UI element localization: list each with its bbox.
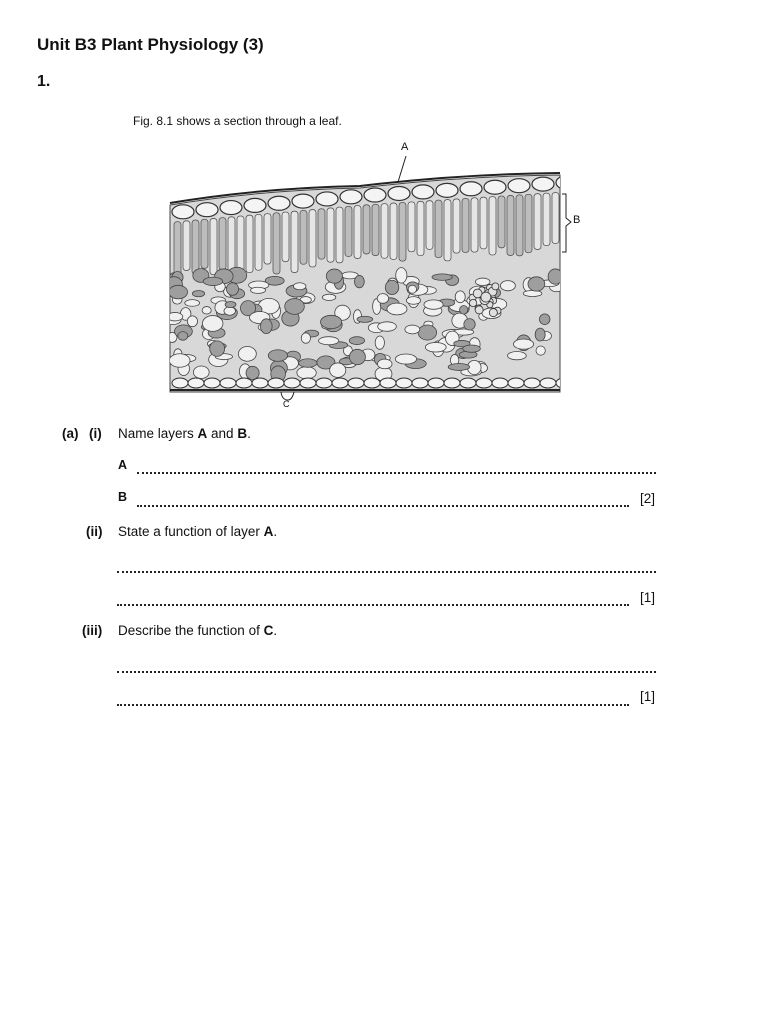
leaf-cell (378, 322, 397, 332)
leaf-cell (375, 336, 384, 349)
leaf-cell (556, 378, 572, 388)
leaf-cell (246, 215, 253, 272)
leaf-cell (435, 200, 442, 258)
leaf-cell (204, 378, 220, 388)
leaf-cell (252, 378, 268, 388)
leaf-cell (377, 294, 388, 304)
leaf-cell (556, 176, 578, 190)
leaf-cell (318, 209, 325, 259)
leaf-cell (513, 339, 533, 349)
leaf-cell (380, 378, 396, 388)
leaf-cell (436, 183, 458, 197)
leaf-cell (201, 219, 208, 268)
leaf-cell (246, 366, 259, 379)
leaf-cell (228, 217, 235, 274)
leaf-cell (364, 378, 380, 388)
leaf-cell (508, 378, 524, 388)
part-a-iii-question: Describe the function of C. (118, 623, 278, 638)
leaf-cell (193, 366, 209, 379)
leaf-cell (364, 188, 386, 202)
leaf-cell (299, 359, 317, 368)
leaf-cell (316, 378, 332, 388)
marks-a-ii: [1] (640, 590, 656, 605)
leaf-cell (464, 319, 475, 330)
leaf-cell (348, 378, 364, 388)
pointer-a (398, 156, 406, 182)
answer-a-label: A (118, 458, 128, 472)
leaf-cell (396, 378, 412, 388)
leaf-cell (471, 198, 478, 252)
leaf-cell (535, 328, 545, 341)
leaf-cell (480, 197, 487, 249)
figure-caption: Fig. 8.1 shows a section through a leaf. (133, 114, 342, 128)
leaf-cell (237, 216, 244, 271)
leaf-cell (203, 277, 222, 285)
leaf-cell (174, 222, 181, 277)
leaf-cell (187, 316, 197, 327)
leaf-cell (462, 198, 469, 252)
leaf-cell (536, 346, 545, 355)
leaf-cell (284, 378, 300, 388)
figure-label-a: A (401, 141, 409, 153)
doc-title: Unit B3 Plant Physiology (3) (37, 35, 264, 54)
leaf-cell (255, 214, 262, 270)
part-a-ii-question: State a function of layer A. (118, 524, 278, 539)
leaf-cell (169, 285, 188, 299)
leaf-cell (297, 367, 316, 379)
leaf-cell (378, 359, 393, 369)
leaf-cell (225, 302, 236, 308)
leaf-cell (508, 179, 530, 193)
leaf-cell (320, 315, 341, 328)
leaf-cell (196, 203, 218, 217)
leaf-cell (396, 268, 407, 283)
leaf-cell (395, 354, 416, 364)
leaf-cell (285, 299, 305, 315)
leaf-cell (489, 309, 497, 317)
leaf-cell (224, 307, 236, 315)
leaf-cell (516, 195, 523, 256)
marks-a-iii: [1] (640, 689, 656, 704)
leaf-cell (169, 354, 190, 368)
leaf-cell (185, 300, 200, 307)
leaf-cell (418, 325, 437, 340)
leaf-cell (481, 292, 491, 302)
leaf-cell (543, 193, 550, 246)
leaf-cell (444, 378, 460, 388)
leaf-cell (349, 337, 364, 345)
leaf-cell (363, 205, 370, 254)
leaf-cell (309, 210, 316, 267)
leaf-cell (244, 198, 266, 212)
leaf-cell (475, 306, 483, 314)
figure-label-c: C (283, 399, 290, 409)
marks-a-i: [2] (640, 491, 656, 506)
leaf-cell (264, 214, 271, 264)
answer-line-a[interactable] (137, 472, 656, 474)
leaf-cell (426, 201, 433, 250)
answer-line-ii-1[interactable] (117, 571, 656, 573)
leaf-cell (268, 350, 287, 362)
leaf-cell (292, 194, 314, 208)
leaf-cell (475, 278, 490, 286)
leaf-cell (405, 325, 420, 334)
leaf-cell (453, 199, 460, 253)
leaf-cell (463, 345, 481, 352)
part-a-label: (a) (62, 426, 79, 441)
answer-b-label: B (118, 490, 128, 504)
leaf-cell (192, 220, 199, 274)
leaf-cell (428, 378, 444, 388)
leaf-cell (507, 195, 514, 255)
leaf-cell (332, 378, 348, 388)
leaf-cell (399, 202, 406, 261)
leaf-cell (355, 275, 365, 287)
leaf-cell (219, 218, 226, 270)
leaf-cell (268, 378, 284, 388)
leaf-cell (484, 180, 506, 194)
leaf-cell (322, 294, 335, 300)
leaf-cell (282, 212, 289, 262)
leaf-cell (417, 201, 424, 255)
leaf-cell (172, 378, 188, 388)
part-a-ii-label: (ii) (86, 524, 103, 539)
leaf-cell (460, 378, 476, 388)
leaf-cell (183, 221, 190, 271)
leaf-cell (336, 207, 343, 263)
leaf-cell (330, 363, 346, 377)
leaf-cell (273, 213, 280, 274)
leaf-cell (385, 280, 398, 294)
leaf-cell (492, 378, 508, 388)
leaf-cell (492, 283, 499, 290)
leaf-cell (372, 204, 379, 255)
leaf-cell (448, 364, 469, 371)
leaf-cell (188, 378, 204, 388)
leaf-cell (300, 378, 316, 388)
leaf-cell (498, 196, 505, 248)
answer-line-iii-1[interactable] (117, 671, 656, 673)
leaf-cell (345, 206, 352, 256)
leaf-cell (412, 185, 434, 199)
leaf-cell (340, 190, 362, 204)
leaf-cell (349, 349, 365, 364)
leaf-cell (319, 337, 339, 345)
leaf-cell (539, 314, 549, 325)
leaf-cell (424, 300, 443, 309)
leaf-cell (226, 283, 238, 295)
leaf-cell (291, 211, 298, 272)
leaf-cell (210, 218, 217, 274)
leaf-cell (316, 192, 338, 206)
leaf-cell (178, 332, 188, 341)
leaf-cell (192, 290, 204, 296)
leaf-cell (236, 378, 252, 388)
leaf-cell (301, 333, 310, 343)
answer-line-b[interactable] (137, 505, 629, 507)
leaf-cell (455, 291, 465, 303)
leaf-cell (390, 203, 397, 259)
leaf-cell (444, 200, 451, 261)
part-a-i-question: Name layers A and B. (118, 426, 251, 441)
leaf-cell (500, 281, 515, 291)
leaf-cell (552, 193, 559, 244)
leaf-cell (408, 202, 415, 252)
leaf-cell (387, 303, 407, 315)
answer-line-iii-2[interactable] (117, 704, 629, 706)
leaf-cell (534, 194, 541, 250)
leaf-cell (476, 378, 492, 388)
leaf-cell (460, 306, 468, 315)
leaf-cell (260, 319, 272, 334)
answer-line-ii-2[interactable] (117, 604, 629, 606)
leaf-cell (460, 182, 482, 196)
leaf-cell (357, 316, 373, 322)
bracket-b (562, 194, 571, 252)
leaf-cell (202, 316, 223, 332)
leaf-cell (268, 196, 290, 210)
part-a-iii-label: (iii) (82, 623, 103, 638)
leaf-cell (238, 347, 256, 362)
leaf-cell (508, 352, 527, 360)
leaf-cell (525, 194, 532, 252)
leaf-cell (540, 378, 556, 388)
leaf-cell (388, 186, 410, 200)
leaf-cell (354, 206, 361, 259)
leaf-cell (524, 378, 540, 388)
part-a-i-label: (i) (89, 426, 102, 441)
leaf-cell (220, 201, 242, 215)
question-number: 1. (37, 73, 51, 90)
leaf-cell (408, 285, 416, 293)
leaf-cell (532, 177, 554, 191)
leaf-cell (432, 274, 452, 280)
leaf-cell (202, 307, 211, 314)
leaf-cell (412, 378, 428, 388)
figure-label-b: B (573, 214, 581, 226)
leaf-section-figure (0, 0, 768, 420)
leaf-cell (489, 197, 496, 255)
leaf-cell (406, 297, 420, 305)
leaf-cell (326, 269, 342, 283)
leaf-cell (327, 208, 334, 262)
leaf-cell (210, 341, 225, 357)
leaf-cell (220, 378, 236, 388)
leaf-cell (293, 283, 306, 290)
leaf-cell (381, 204, 388, 259)
leaf-cell (250, 287, 265, 293)
leaf-cell (528, 277, 545, 291)
leaf-cell (523, 290, 542, 296)
leaf-cell (425, 342, 446, 351)
leaf-cell (469, 299, 476, 306)
leaf-cell (300, 210, 307, 264)
leaf-cell (172, 205, 194, 219)
